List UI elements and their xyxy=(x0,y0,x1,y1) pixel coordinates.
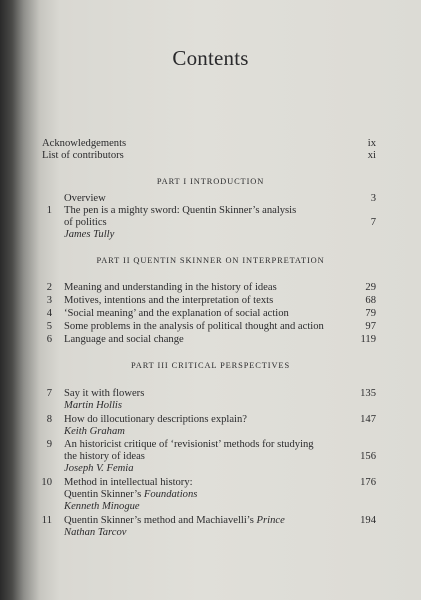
chapter-author: Kenneth Minogue xyxy=(64,501,140,512)
chapter-title: ‘Social meaning’ and the explanation of social action xyxy=(64,308,289,319)
chapter-number: 11 xyxy=(41,515,52,526)
chapter-author: Keith Graham xyxy=(64,426,125,437)
chapter-title: How do illocutionary descriptions explain? xyxy=(64,414,247,425)
chapter-number: 7 xyxy=(46,388,52,399)
chapter-title: Some problems in the analysis of political thought and action xyxy=(64,321,324,332)
chapter-page: 79 xyxy=(365,308,376,319)
toc-acknowledgements: Acknowledgements xyxy=(42,138,127,149)
chapter-page: 147 xyxy=(360,414,376,425)
page-title: Contents xyxy=(172,46,249,70)
chapter-number: 10 xyxy=(41,477,52,488)
chapter-title: An historicist critique of ‘revisionist’ methods for studying xyxy=(64,439,314,450)
chapter-page: 29 xyxy=(365,282,376,293)
chapter-number: 2 xyxy=(46,282,52,293)
chapter-title: Meaning and understanding in the history of ideas xyxy=(64,282,277,293)
part-heading-2: PART II QUENTIN SKINNER ON INTERPRETATION xyxy=(96,256,325,265)
chapter-title-cont: of politics xyxy=(64,217,107,228)
chapter-author: Nathan Tarcov xyxy=(64,527,127,538)
toc-acknowledgements-page: ix xyxy=(367,138,376,149)
chapter-number: 9 xyxy=(46,439,52,450)
book-title: Prince xyxy=(256,515,285,526)
chapter-author: Joseph V. Femia xyxy=(64,463,134,474)
chapter-page: 119 xyxy=(360,334,376,345)
chapter-title: Language and social change xyxy=(64,334,184,345)
book-title: Foundations xyxy=(143,489,198,500)
toc-overview: Overview xyxy=(64,193,106,204)
chapter-page: 156 xyxy=(360,451,376,462)
title-text: Quentin Skinner’s method and Machiavelli’s xyxy=(64,515,257,526)
chapter-title: The pen is a mighty sword: Quentin Skinner’s analysis xyxy=(64,205,297,216)
chapter-number: 1 xyxy=(46,205,52,216)
chapter-page: 7 xyxy=(370,217,376,228)
chapter-author: James Tully xyxy=(64,229,115,240)
chapter-title: Method in intellectual history: xyxy=(64,477,193,488)
chapter-page: 135 xyxy=(360,388,376,399)
chapter-number: 4 xyxy=(46,308,52,319)
chapter-number: 3 xyxy=(46,295,52,306)
toc-overview-page: 3 xyxy=(370,193,376,204)
chapter-page: 194 xyxy=(360,515,376,526)
chapter-page: 68 xyxy=(365,295,376,306)
part-heading-3: PART III CRITICAL PERSPECTIVES xyxy=(130,361,291,370)
toc-contributors: List of contributors xyxy=(42,150,124,161)
chapter-title-cont xyxy=(64,489,197,501)
chapter-page: 176 xyxy=(360,477,376,488)
chapter-author: Martin Hollis xyxy=(64,400,122,411)
chapter-number: 5 xyxy=(46,321,52,332)
chapter-title-cont: the history of ideas xyxy=(64,451,145,462)
title-text: Quentin Skinner’s xyxy=(64,489,144,500)
chapter-page: 97 xyxy=(365,321,376,332)
toc-contributors-page: xi xyxy=(367,150,376,161)
chapter-title: Motives, intentions and the interpretation of texts xyxy=(64,295,274,306)
chapter-number: 8 xyxy=(46,414,52,425)
part-heading-1: PART I INTRODUCTION xyxy=(156,177,265,186)
chapter-title: Say it with flowers xyxy=(64,388,145,399)
chapter-title xyxy=(64,515,285,527)
chapter-number: 6 xyxy=(46,334,52,345)
